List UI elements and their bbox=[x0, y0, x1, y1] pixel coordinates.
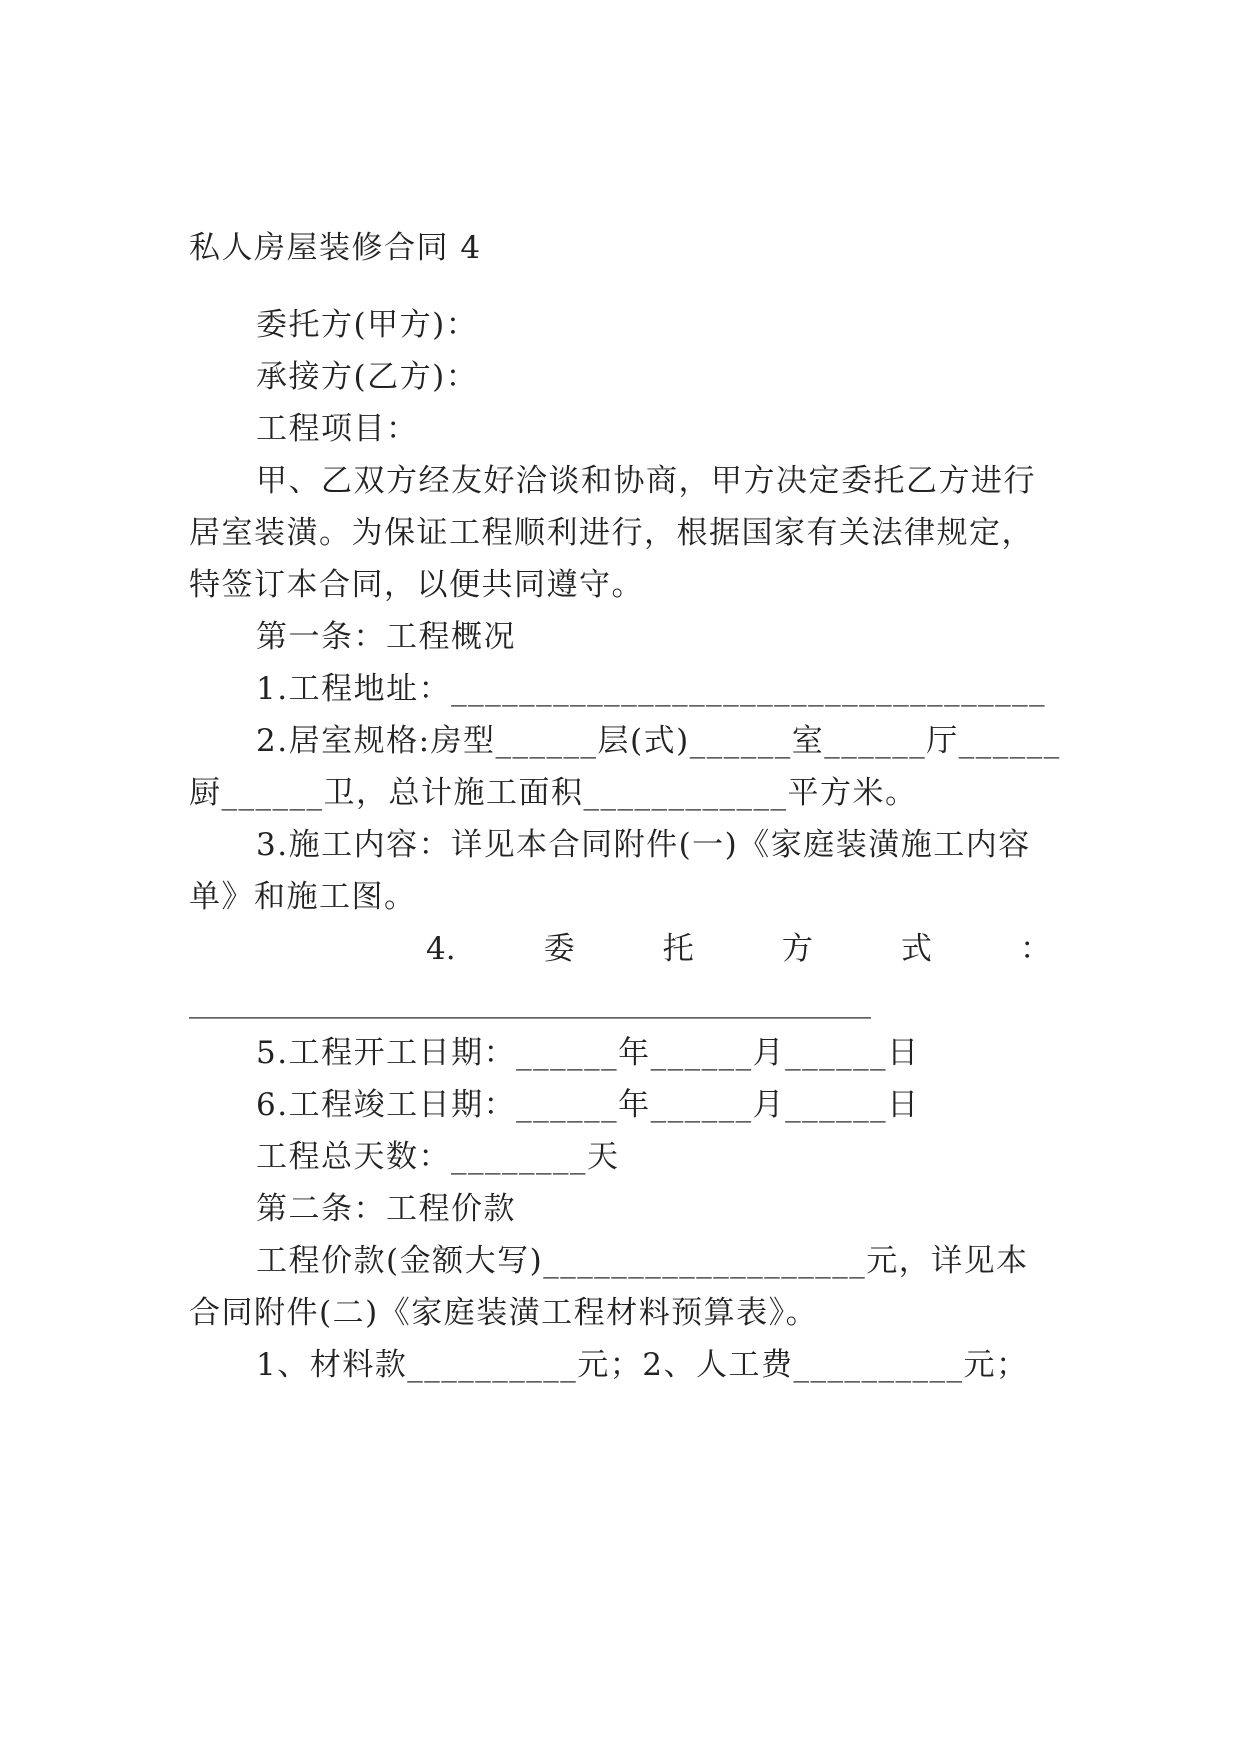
item-end-date: 6.工程竣工日期：______年______月______日 bbox=[256, 1087, 920, 1123]
entrust-part-1: 4. bbox=[426, 931, 456, 967]
entrust-part-6: ： bbox=[1019, 931, 1051, 967]
preamble-line-3: 特签订本合同，以便共同遵守。 bbox=[189, 567, 644, 603]
party-b-line: 承接方(乙方)： bbox=[256, 359, 479, 395]
item-entrust-method bbox=[256, 929, 1051, 969]
entrust-part-4: 方 bbox=[781, 931, 813, 967]
price-line-2: 合同附件(二)《家庭装潢工程材料预算表》。 bbox=[189, 1295, 819, 1331]
entrust-part-5: 式 bbox=[900, 931, 932, 967]
entrust-part-2: 委 bbox=[543, 931, 575, 967]
price-breakdown: 1、材料款__________元；2、人工费__________元； bbox=[256, 1347, 1029, 1383]
project-line: 工程项目： bbox=[256, 411, 419, 447]
party-a-line: 委托方(甲方)： bbox=[256, 307, 479, 343]
entrust-method-blank: ____________________________________________ bbox=[189, 983, 871, 1019]
preamble-line-2: 居室装潢。为保证工程顺利进行，根据国家有关法律规定， bbox=[189, 515, 1034, 551]
article-1-heading: 第一条：工程概况 bbox=[256, 619, 516, 655]
item-construction-content-cont: 单》和施工图。 bbox=[189, 879, 417, 915]
article-2-heading: 第二条：工程价款 bbox=[256, 1191, 516, 1227]
item-address: 1.工程地址：___________________________________ bbox=[256, 671, 1047, 707]
price-line-1: 工程价款(金额大写)___________________元，详见本 bbox=[256, 1243, 1029, 1279]
item-room-spec: 2.居室规格:房型______层(式)______室______厅______ bbox=[256, 723, 1061, 759]
item-construction-content: 3.施工内容：详见本合同附件(一)《家庭装潢施工内容 bbox=[256, 827, 1031, 863]
entrust-part-3: 托 bbox=[662, 931, 694, 967]
item-start-date: 5.工程开工日期：______年______月______日 bbox=[256, 1035, 920, 1071]
item-total-days: 工程总天数：________天 bbox=[256, 1139, 620, 1175]
item-room-spec-cont: 厨______卫，总计施工面积____________平方米。 bbox=[189, 775, 918, 811]
document-title: 私人房屋装修合同 4 bbox=[189, 230, 482, 266]
preamble-line-1: 甲、乙双方经友好洽谈和协商，甲方决定委托乙方进行 bbox=[256, 463, 1036, 499]
